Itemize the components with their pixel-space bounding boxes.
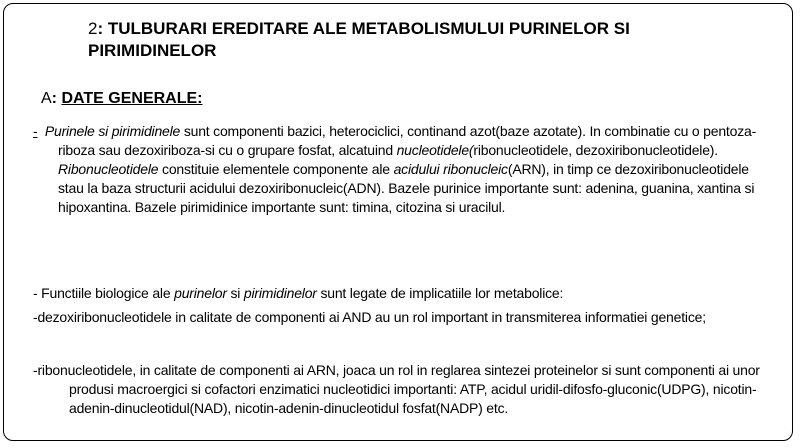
section-letter: A: [41, 90, 52, 107]
text: (ARN), in timp ce dezoxiribonucleotidele stau la baza structurii acidului dezoxiribonucleic(ADN). Bazele purinice importante sunt: adenina, guanina, xantina si hipoxantina. Bazele pirimidinice importante sunt: timina, citozina si uracilul.: [58, 161, 755, 215]
text-italic: nucleotidele(: [396, 142, 474, 158]
paragraph-ribonucleotide: -ribonucleotidele, in calitate de componenti ai ARN, joaca un rol in reglarea sintezei proteinelor si sunt componenti ai unor produsi macroergici si cofactori enzimatici nucleotidici importanti: ATP, acidul uridil-difosfo-gluconic(UDPG), nicotin-adenin-dinucleotidul(NAD), nicotin-adenin-dinucleotidul fosfat(NADP) etc.: [33, 362, 760, 416]
text-italic: Purinele si pirimidinele: [44, 123, 181, 139]
title-text: : TULBURARI EREDITARE ALE METABOLISMULUI PURINELOR SI PIRIMIDINELOR: [88, 19, 630, 60]
text: - Functiile biologice ale: [33, 285, 175, 301]
bullet-dash: -: [33, 123, 38, 139]
section-colon: :: [51, 90, 57, 107]
text: si: [226, 285, 244, 301]
text: sunt componenti bazici, heterociclici, continand azot(baze azotate). In combinatie cu o pentoza-riboza sau dezoxiriboza-si cu o grupare fosfat, alcatuind: [58, 123, 757, 158]
paragraph-dezoxiribonucleotide: -dezoxiribonucleotidele in calitate de componenti ai AND au un rol important in transmiterea informatiei genetice;: [33, 309, 706, 325]
text-italic: Ribonucleotidele: [58, 161, 159, 177]
text: constituie elementele componente ale: [158, 161, 394, 177]
slide-title: [88, 18, 728, 62]
text-italic: purinelor: [174, 285, 227, 301]
text: ribonucleotidele, dezoxiribonucleotidele).: [473, 142, 718, 158]
text-italic: pirimidinelor: [243, 285, 317, 301]
section-heading: [41, 90, 203, 108]
text-italic: acidului ribonucleic: [393, 161, 508, 177]
paragraph-functions: [33, 284, 778, 303]
paragraph-general: [33, 122, 778, 217]
title-number: 2: [88, 19, 98, 38]
slide-frame: [3, 3, 793, 441]
section-title: DATE GENERALE:: [61, 90, 203, 107]
text: sunt legate de implicatiile lor metabolice:: [316, 285, 564, 301]
